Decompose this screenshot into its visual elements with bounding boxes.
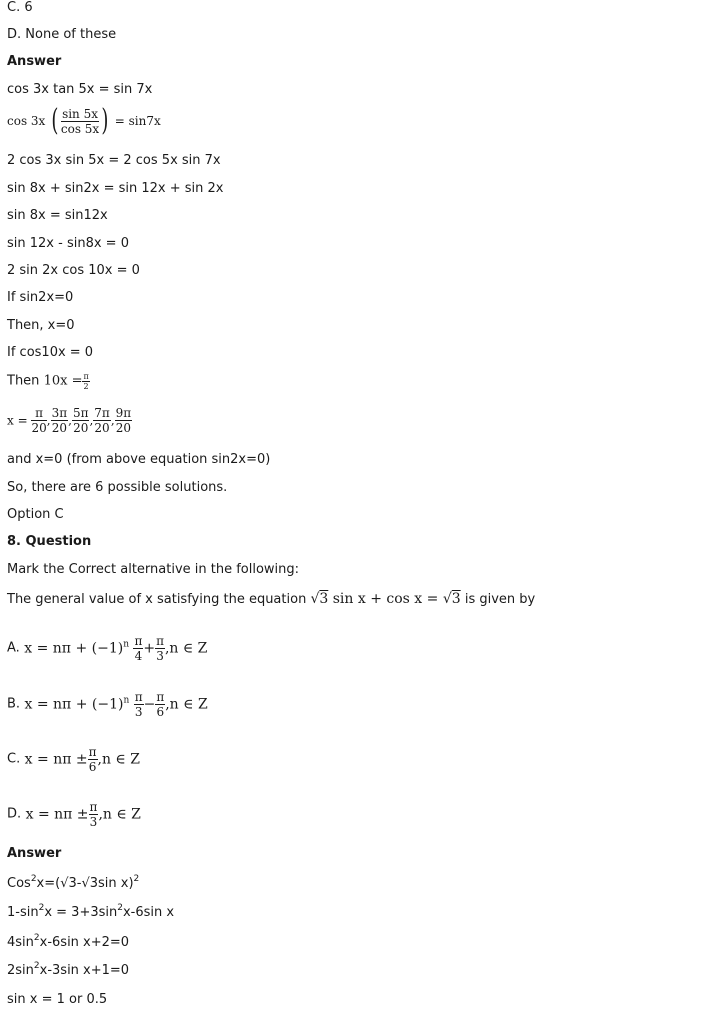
sol-num: π [31,406,46,421]
sol-den: 20 [31,421,47,435]
answer2-line4 [7,963,129,979]
option-a-frac2 [155,634,165,663]
option-c-label: C. [7,751,21,767]
sep: , [46,413,51,428]
sol-num: 7π [94,406,110,420]
answer1-line9: Then, x=0 [7,318,75,333]
x-equals: x = [7,413,28,428]
sol-den: 20 [94,421,110,435]
option-a-frac1 [133,634,143,663]
answer1-line3: 2 cos 3x sin 5x = 2 cos 5x sin 7x [7,153,221,168]
option-d-prev: D. None of these [7,27,117,42]
option-c-prev: C. 6 [7,0,33,15]
option-d-lhs: x = nπ ± [25,806,89,823]
sup: 2 [117,903,123,913]
seg: 1-sin [7,905,39,920]
option-a-tail: ,n ∈ Z [164,640,208,657]
answer1-line1: cos 3x tan 5x = sin 7x [7,82,153,97]
sol-num: 9π [115,406,132,420]
sep: , [68,413,72,428]
seg: x-3sin x+1=0 [39,963,130,978]
left-paren: ( [51,103,59,138]
radicand-2: 3 [451,591,461,607]
sol-den: 20 [115,421,132,435]
solution-frac-4 [93,406,111,435]
stem-text: The general value of x satisfying the equation [7,592,307,607]
stem-mid: sin x + cos x = [332,591,439,607]
solution-frac-3 [72,406,90,435]
answer2-line3 [7,935,129,951]
eq2-fraction [61,107,99,136]
option-a-op: + [143,640,156,657]
option-c [7,745,140,774]
answer2-line5: sin x = 1 or 0.5 [7,992,108,1007]
solution-frac-2 [51,406,69,435]
seg: Cos [7,876,31,891]
eq2-rhs: = sin7x [114,114,161,128]
solution-frac-5 [115,406,133,435]
stem-equation [310,591,460,607]
eq2-den: cos 5x [60,121,100,136]
option-b-exp: n [123,695,130,706]
sqrt-symbol: √ [442,591,452,607]
sup: 2 [30,874,37,884]
option-b-frac2 [155,690,165,719]
sol-num: 5π [72,406,89,420]
option-d-frac [89,800,99,829]
option-d-tail: ,n ∈ Z [98,806,141,823]
sup: 2 [38,903,45,913]
answer1-option: Option C [7,507,64,522]
answer1-line11 [7,372,90,391]
option-b-op: − [143,696,156,713]
question-8-heading: 8. Question [7,534,92,549]
answer-heading-1: Answer [7,54,62,69]
sol-den: 20 [73,421,89,435]
answer1-line6: sin 12x - sin8x = 0 [7,236,129,251]
option-a-label: A. [7,640,20,656]
option-c-lhs: x = nπ ± [24,751,88,768]
sup: 2 [33,961,40,971]
sup: 2 [133,874,140,884]
option-c-frac [88,745,98,774]
question-8-instruction: Mark the Correct alternative in the following: [7,562,300,577]
frac-num: π [83,372,89,381]
answer2-line2 [7,905,174,921]
answer1-line5: sin 8x = sin12x [7,208,108,223]
option-b-label: B. [7,696,21,712]
stem-tail: is given by [464,592,536,607]
frac-num: π [134,690,143,704]
frac-den: 3 [134,705,143,719]
option-a-exp: n [123,639,129,650]
option-c-tail: ,n ∈ Z [97,751,140,768]
answer1-line10: If cos10x = 0 [7,345,94,360]
sep: , [110,413,115,428]
pi-over-2-fraction [82,372,89,391]
option-b [7,690,208,719]
option-a [7,634,207,663]
solution-frac-1 [31,406,46,435]
seg: x-6sin x+2=0 [39,935,130,950]
frac-num: π [156,634,164,648]
frac-den: 2 [83,382,89,391]
option-b-tail: ,n ∈ Z [165,696,208,713]
frac-num: π [88,745,97,759]
frac-num: π [134,634,143,648]
seg: x=(√3-√3sin x) [36,876,134,891]
seg: 4sin [7,935,34,950]
then-expr: 10x = [43,373,83,389]
option-a-lhs: x = nπ + (−1) [24,640,124,657]
question-8-stem [7,591,535,608]
frac-den: 3 [156,649,164,663]
answer2-line1 [7,876,139,892]
frac-den: 6 [88,760,97,774]
answer1-equation-fraction [7,103,161,138]
answer1-line14: So, there are 6 possible solutions. [7,480,228,495]
sep: , [89,413,94,428]
eq2-lhs: cos 3x [7,114,46,128]
seg: 2sin [7,963,34,978]
frac-num: π [89,800,98,814]
option-b-frac1 [134,690,144,719]
frac-num: π [156,690,165,704]
answer-heading-2: Answer [7,846,62,861]
sol-den: 20 [51,421,67,435]
option-d [7,800,141,829]
option-d-label: D. [7,806,22,822]
seg: x = 3+3sin [44,905,118,920]
answer1-line4: sin 8x + sin2x = sin 12x + sin 2x [7,181,224,196]
eq2-num: sin 5x [62,106,99,121]
then-text: Then [7,373,40,389]
answer1-line8: If sin2x=0 [7,290,74,305]
answer1-solutions [7,406,132,435]
radicand-1: 3 [319,591,329,607]
sol-num: 3π [51,406,68,420]
frac-den: 4 [134,649,143,663]
sup: 2 [33,933,40,943]
answer1-line7: 2 sin 2x cos 10x = 0 [7,263,140,278]
frac-den: 3 [89,815,98,829]
sqrt-symbol: √ [310,591,320,607]
answer1-line13: and x=0 (from above equation sin2x=0) [7,452,271,467]
frac-den: 6 [156,705,165,719]
seg: x-6sin x [122,905,175,920]
option-b-lhs: x = nπ + (−1) [24,696,124,713]
right-paren: ) [101,103,109,138]
